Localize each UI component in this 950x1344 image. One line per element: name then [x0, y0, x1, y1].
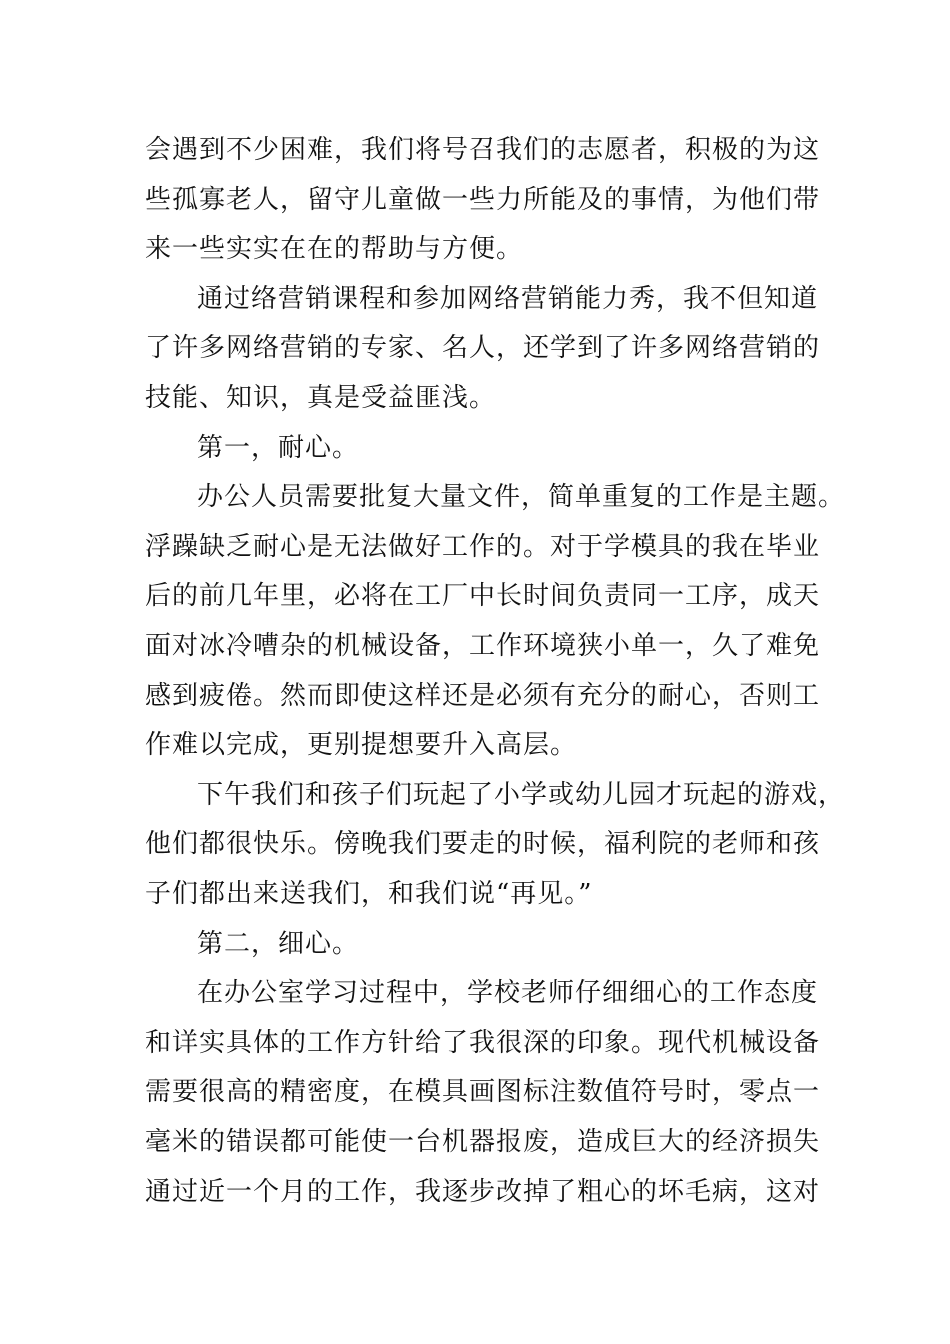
text-line: 来一些实实在在的帮助与方便。 [145, 234, 524, 264]
text-line: 他们都很快乐。傍晚我们要走的时候，福利院的老师和孩 [145, 829, 821, 859]
text-line: 会遇到不少困难，我们将号召我们的志愿者，积极的为这 [145, 135, 821, 165]
section-heading: 第一，耐心。 [197, 433, 360, 463]
section-heading: 第二，细心。 [197, 929, 360, 959]
paragraph-first-line: 在办公室学习过程中，学校老师仔细细心的工作态度 [197, 978, 819, 1008]
text-line: 和详实具体的工作方针给了我很深的印象。现代机械设备 [145, 1028, 821, 1058]
text-line: 了许多网络营销的专家、名人，还学到了许多网络营销的 [145, 333, 821, 363]
text-line: 毫米的错误都可能使一台机器报废，造成巨大的经济损失 [145, 1127, 821, 1157]
text-line: 面对冰冷嘈杂的机械设备，工作环境狭小单一，久了难免 [145, 631, 821, 661]
text-line: 浮躁缺乏耐心是无法做好工作的。对于学模具的我在毕业 [145, 532, 821, 562]
text-line: 些孤寡老人，留守儿童做一些力所能及的事情，为他们带 [145, 185, 821, 215]
paragraph-first-line: 办公人员需要批复大量文件，简单重复的工作是主题。 [197, 482, 846, 512]
text-line: 需要很高的精密度，在模具画图标注数值符号时，零点一 [145, 1077, 821, 1107]
paragraph-first-line: 通过络营销课程和参加网络营销能力秀，我不但知道 [197, 284, 819, 314]
text-line: 子们都出来送我们，和我们说“再见。” [145, 879, 593, 909]
text-line: 通过近一个月的工作，我逐步改掉了粗心的坏毛病，这对 [145, 1177, 821, 1207]
text-line: 技能、知识，真是受益匪浅。 [145, 383, 497, 413]
text-line: 感到疲倦。然而即使这样还是必须有充分的耐心，否则工 [145, 681, 821, 711]
paragraph-first-line: 下午我们和孩子们玩起了小学或幼儿园才玩起的游戏， [197, 780, 846, 810]
text-line: 作难以完成，更别提想要升入高层。 [145, 730, 578, 760]
text-line: 后的前几年里，必将在工厂中长时间负责同一工序，成天 [145, 581, 821, 611]
